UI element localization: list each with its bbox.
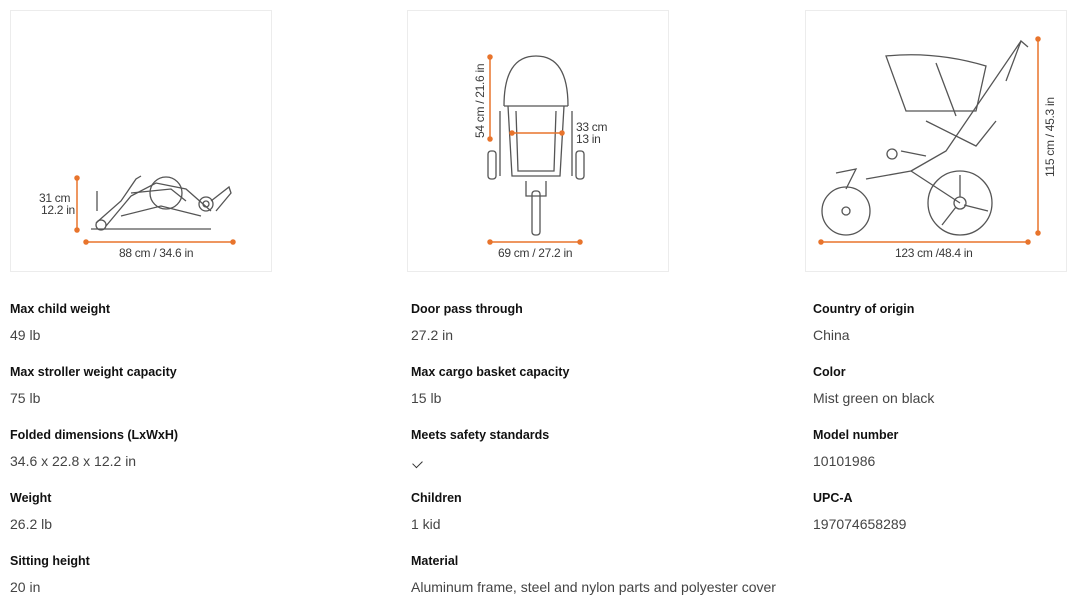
spec-value: 20 in [10, 579, 41, 595]
spec-max-cargo-basket [411, 359, 791, 422]
spec-label: Max child weight [10, 302, 111, 316]
front-height-label: 54 cm / 21.6 in [473, 63, 487, 138]
side-height-label: 115 cm / 45.3 in [1043, 97, 1057, 177]
folded-stroller-drawing [11, 11, 271, 271]
spec-upc-a [813, 485, 1073, 548]
spec-column-1 [10, 296, 390, 611]
spec-color [813, 359, 1073, 422]
spec-value: 197074658289 [813, 516, 907, 532]
seat-width-cm-label: 33 cm [576, 120, 608, 134]
spec-column-2 [411, 296, 791, 611]
spec-value: 15 lb [411, 390, 442, 406]
side-dimensions-diagram [805, 10, 1067, 272]
spec-value: 75 lb [10, 390, 41, 406]
spec-children [411, 485, 791, 548]
spec-label: Children [411, 491, 462, 505]
spec-label: Folded dimensions (LxWxH) [10, 428, 179, 442]
spec-folded-dimensions [10, 422, 390, 485]
spec-value: 1 kid [411, 516, 441, 532]
spec-value: 10101986 [813, 453, 876, 469]
spec-label: Material [411, 554, 459, 568]
front-dimensions-diagram [407, 10, 669, 272]
folded-height-cm-label: 31 cm [39, 191, 71, 205]
spec-max-child-weight [10, 296, 390, 359]
checkmark-icon [412, 458, 423, 469]
folded-dimensions-diagram [10, 10, 272, 272]
spec-value: China [813, 327, 850, 343]
spec-label: Door pass through [411, 302, 523, 316]
spec-value [411, 448, 791, 474]
spec-weight [10, 485, 390, 548]
spec-value: 34.6 x 22.8 x 12.2 in [10, 453, 137, 469]
front-stroller-drawing [408, 11, 668, 271]
spec-column-3 [813, 296, 1073, 548]
spec-model-number [813, 422, 1073, 485]
spec-country-of-origin [813, 296, 1073, 359]
folded-height-in-label: 12.2 in [41, 203, 75, 217]
spec-label: Model number [813, 428, 899, 442]
spec-value: 26.2 lb [10, 516, 53, 532]
spec-value: Mist green on black [813, 390, 935, 406]
spec-label: Weight [10, 491, 52, 505]
side-stroller-drawing [806, 11, 1066, 271]
side-length-label: 123 cm /48.4 in [895, 246, 973, 260]
spec-door-pass-through [411, 296, 791, 359]
spec-label: Max stroller weight capacity [10, 365, 177, 379]
folded-length-label: 88 cm / 34.6 in [119, 246, 194, 260]
spec-label: Meets safety standards [411, 428, 550, 442]
front-width-label: 69 cm / 27.2 in [498, 246, 573, 260]
spec-label: UPC-A [813, 491, 853, 505]
spec-max-stroller-weight [10, 359, 390, 422]
spec-value: 27.2 in [411, 327, 454, 343]
spec-value: 49 lb [10, 327, 41, 343]
spec-label: Sitting height [10, 554, 90, 568]
spec-label: Country of origin [813, 302, 915, 316]
spec-label: Color [813, 365, 846, 379]
spec-value: Aluminum frame, steel and nylon parts and polyester cover [411, 579, 776, 595]
seat-width-in-label: 13 in [576, 132, 601, 146]
spec-label: Max cargo basket capacity [411, 365, 570, 379]
spec-safety-standards [411, 422, 791, 485]
